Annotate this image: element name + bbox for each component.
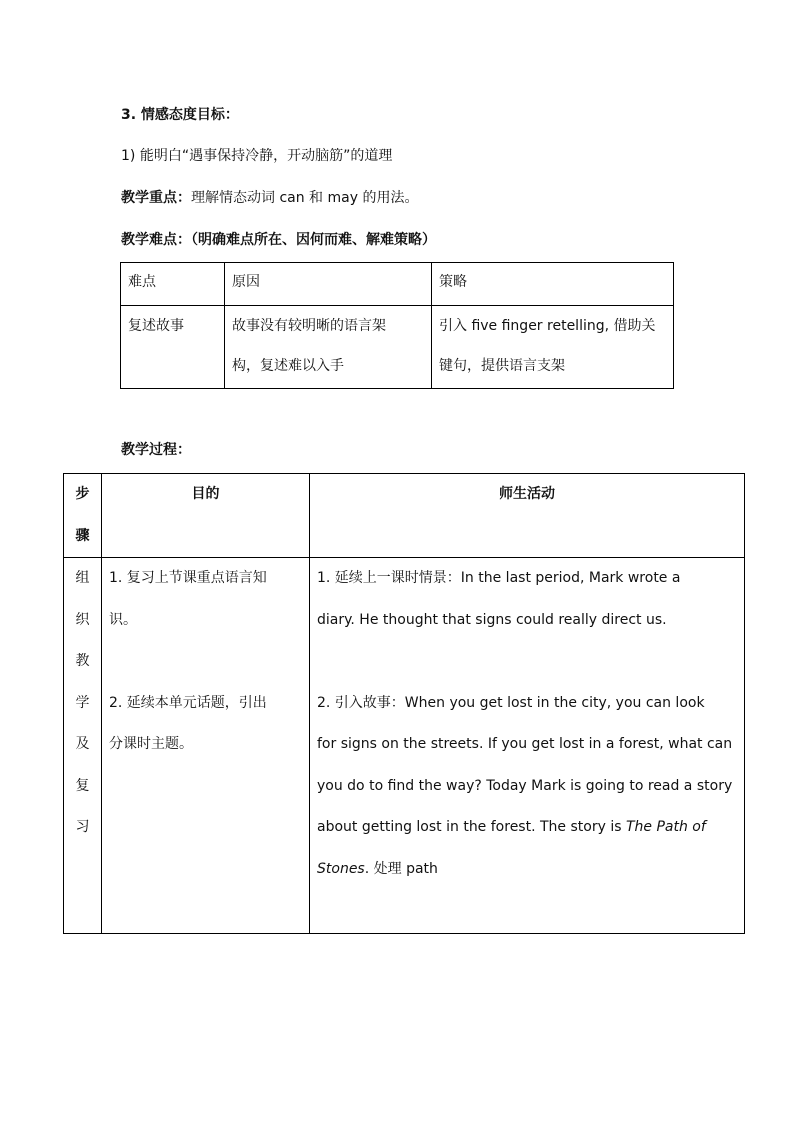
header-step [64, 474, 102, 558]
header-purpose: 目的 [102, 474, 310, 558]
process-label: 教学过程： [121, 442, 191, 458]
activity-2-line-3: you do to find the way? Today Mark is going to read a story [317, 777, 733, 794]
activity-2-line-5 [317, 859, 738, 901]
header-strategy: 策略 [432, 263, 674, 306]
activity-2-line-4 [317, 817, 738, 859]
difficulty-reason [225, 306, 432, 389]
strategy-line-2: 键句，提供语言支架 [439, 358, 565, 374]
reason-line-1: 故事没有较明晰的语言架 [232, 318, 386, 334]
activity-2-line-2: for signs on the streets. If you get lost in a forest, what can [317, 736, 733, 752]
step-char: 习 [75, 819, 90, 835]
header-reason: 原因 [225, 263, 432, 306]
table-header-row [121, 263, 674, 306]
table-row [64, 558, 745, 934]
step-char: 及 [75, 736, 90, 752]
attitude-goal-item: 1) 能明白“遇事保持冷静，开动脑筋”的道理 [121, 148, 393, 164]
purpose-spacer [109, 651, 303, 693]
activity-cell [310, 558, 745, 934]
purpose-cell [102, 558, 310, 934]
purpose-1-line-1: 1. 复习上节课重点语言知 [109, 570, 267, 586]
step-char: 学 [75, 694, 90, 711]
key-point [121, 188, 418, 208]
activity-1-line-1: 1. 延续上一课时情景：In the last period, Mark wrote a [317, 570, 681, 586]
process-table [63, 473, 745, 934]
activity-2-line-1: 2. 引入故事：When you get lost in the city, you can look [317, 694, 705, 711]
story-title-part-2: Stones [317, 860, 365, 877]
purpose-1-line-2: 识。 [109, 611, 137, 628]
key-point-label: 教学重点： [121, 190, 191, 206]
activity-2-line-4-text: about getting lost in the forest. The story is [317, 819, 626, 835]
table-row [121, 306, 674, 389]
difficulty-table [120, 262, 674, 389]
activity-spacer [317, 651, 738, 693]
header-difficulty: 难点 [121, 263, 225, 306]
table-header-row [64, 474, 745, 558]
step-char: 组 [75, 570, 90, 586]
difficulty-strategy [432, 306, 674, 389]
header-step-char-2: 骤 [75, 528, 90, 544]
story-title-part-1: The Path of [625, 819, 706, 835]
header-activity: 师生活动 [310, 474, 745, 558]
section-heading: 3. 情感态度目标： [121, 107, 239, 123]
step-char: 复 [75, 777, 90, 794]
step-cell [64, 558, 102, 934]
activity-1-line-2: diary. He thought that signs could really direct us. [317, 611, 667, 628]
activity-2-line-5-text: . 处理 path [364, 860, 438, 877]
difficulty-point: 复述故事 [121, 306, 225, 389]
difficulty-label: 教学难点：（明确难点所在、因何而难、解难策略） [121, 232, 436, 248]
step-char: 教 [75, 653, 90, 669]
purpose-2-line-1: 2. 延续本单元话题，引出 [109, 694, 267, 711]
header-step-char-1: 步 [75, 486, 90, 502]
purpose-2-line-2: 分课时主题。 [109, 736, 193, 752]
reason-line-2: 构，复述难以入手 [232, 358, 344, 374]
step-char: 织 [75, 611, 90, 628]
key-point-text: 理解情态动词 can 和 may 的用法。 [191, 190, 419, 206]
strategy-line-1: 引入 five finger retelling, 借助关 [439, 318, 656, 334]
